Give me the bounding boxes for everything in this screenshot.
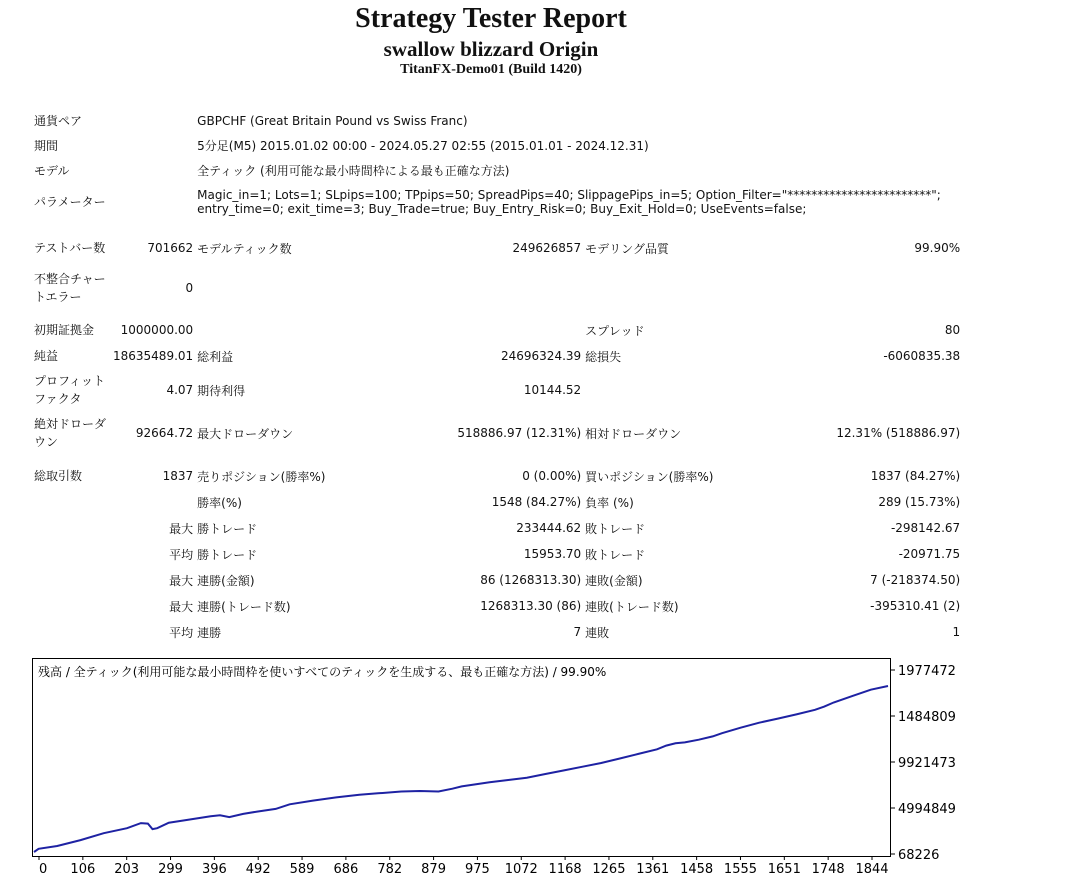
model-value: 全ティック (利用可能な最小時間枠による最も正確な方法) — [197, 164, 510, 178]
y-tick-label: 68226 — [898, 848, 940, 863]
x-tick-label: 1361 — [636, 862, 670, 876]
max-cons-wins-money-label: 連勝(金額) — [197, 573, 255, 588]
period-label: 期間 — [34, 138, 59, 153]
row-parameters — [32, 183, 962, 221]
mismatch-value: 0 — [185, 281, 194, 295]
model-label: モデル — [34, 163, 70, 178]
loss-rate-label: 負率 (%) — [585, 495, 634, 510]
x-tick-label: 1168 — [548, 862, 582, 876]
y-axis — [890, 664, 956, 863]
largest-loss-label: 敗トレード — [585, 521, 646, 536]
avg-cons-wins-value: 7 — [573, 625, 582, 639]
max-cons-word: 最大 — [169, 573, 194, 588]
row-win-rate — [32, 489, 962, 515]
row-mismatch — [32, 267, 962, 309]
ticks-label: モデルティック数 — [197, 241, 292, 256]
largest-word: 最大 — [169, 521, 194, 536]
y-tick-label: 1977472 — [898, 664, 956, 679]
short-positions-value: 0 (0.00%) — [522, 469, 582, 483]
total-trades-value: 1837 — [162, 469, 194, 483]
largest-win-value: 233444.62 — [516, 521, 582, 535]
balance-chart-svg — [32, 658, 1042, 876]
rel-drawdown-label: 相対ドローダウン — [585, 426, 682, 441]
row-max-consecutive-money — [32, 567, 962, 593]
quality-value: 99.90% — [914, 241, 961, 255]
row-average-trades — [32, 541, 962, 567]
x-tick-label: 1844 — [855, 862, 889, 876]
params-line-2: entry_time=0; exit_time=3; Buy_Trade=true; Buy_Entry_Risk=0; Buy_Exit_Hold=0; UseEvents=false; — [197, 202, 807, 216]
row-model — [32, 158, 962, 183]
gross-profit-value: 24696324.39 — [501, 349, 582, 363]
expert-name: swallow blizzard Origin — [383, 37, 599, 61]
total-trades-label: 総取引数 — [34, 469, 83, 483]
avg-cons-losses-value: 1 — [952, 625, 961, 639]
gross-loss-value: -6060835.38 — [883, 349, 961, 363]
params-line-1: Magic_in=1; Lots=1; SLpips=100; TPpips=50; SpreadPips=40; SlippagePips_in=5; Option_Filter="************************"; — [197, 188, 941, 202]
avg-cons-word: 平均 — [169, 625, 194, 640]
mismatch-label: 不整合チャートエラー — [34, 272, 106, 304]
symbol-value: GBPCHF (Great Britain Pound vs Swiss Franc) — [197, 113, 468, 128]
x-tick-label: 879 — [421, 862, 446, 876]
expected-payoff-value: 10144.52 — [523, 383, 582, 397]
avg-cons-wins-label: 連勝 — [197, 625, 222, 640]
row-bars — [32, 229, 962, 267]
x-tick-label: 0 — [39, 862, 48, 876]
x-tick-label: 106 — [70, 862, 96, 876]
deposit-value: 1000000.00 — [120, 323, 194, 337]
largest-win-label: 勝トレード — [197, 521, 258, 536]
x-tick-label: 1072 — [504, 862, 538, 876]
x-tick-label: 1555 — [723, 862, 758, 876]
max-cons-losses-money-value: 7 (-218374.50) — [870, 573, 961, 587]
spread-value: 80 — [944, 323, 961, 337]
row-net-profit — [32, 343, 962, 369]
row-average-consecutive — [32, 619, 962, 645]
avg-win-value: 15953.70 — [523, 547, 582, 561]
bars-label: テストバー数 — [34, 241, 106, 255]
profit-factor-label: プロフィットファクタ — [34, 374, 106, 406]
y-tick-label: 9921473 — [898, 756, 956, 771]
row-max-consecutive-count — [32, 593, 962, 619]
symbol-label: 通貨ペア — [34, 113, 83, 128]
long-positions-label: 買いポジション(勝率%) — [585, 469, 714, 484]
win-rate-value: 1548 (84.27%) — [491, 495, 582, 509]
row-largest-trades — [32, 515, 962, 541]
gross-loss-label: 総損失 — [585, 349, 622, 364]
bars-value: 701662 — [147, 241, 194, 255]
max-cons-loss-label: 連敗(トレード数) — [585, 599, 679, 614]
avg-cons-losses-label: 連敗 — [585, 625, 610, 640]
server-build: TitanFX-Demo01 (Build 1420) — [400, 62, 582, 77]
short-positions-label: 売りポジション(勝率%) — [197, 469, 326, 484]
max-cons-count-word: 最大 — [169, 599, 194, 614]
x-tick-label: 492 — [245, 862, 271, 876]
period-value: 5分足(M5) 2015.01.02 00:00 - 2024.05.27 02:55 (2015.01.01 - 2024.12.31) — [197, 139, 649, 153]
avg-loss-label: 敗トレード — [585, 547, 646, 562]
rel-drawdown-value: 12.31% (518886.97) — [836, 426, 961, 440]
chart-title: 残高 / 全ティック(利用可能な最小時間枠を使いすべてのティックを生成する、最も正確な方法) / 99.90% — [38, 665, 607, 679]
report-header — [0, 0, 982, 78]
max-drawdown-value: 518886.97 (12.31%) — [457, 426, 582, 440]
x-tick-label: 299 — [158, 862, 183, 876]
abs-drawdown-value: 92664.72 — [135, 426, 194, 440]
row-period — [32, 133, 962, 158]
x-tick-label: 203 — [114, 862, 140, 876]
x-tick-label: 396 — [201, 862, 227, 876]
row-symbol — [32, 108, 962, 133]
row-profit-factor — [32, 369, 962, 411]
row-trades — [32, 463, 962, 489]
avg-win-label: 勝トレード — [197, 547, 258, 562]
max-drawdown-label: 最大ドローダウン — [197, 426, 294, 441]
row-deposit — [32, 317, 962, 343]
x-tick-label: 589 — [289, 862, 315, 876]
x-axis — [39, 856, 889, 876]
params-label: パラメーター — [34, 195, 106, 209]
x-tick-label: 975 — [465, 862, 490, 876]
x-tick-label: 782 — [377, 862, 403, 876]
max-cons-profit-value: 1268313.30 (86) — [480, 599, 582, 613]
x-tick-label: 1651 — [767, 862, 801, 876]
max-cons-profit-label: 連勝(トレード数) — [197, 599, 291, 614]
ticks-value: 249626857 — [512, 241, 582, 255]
expected-payoff-label: 期待利得 — [197, 383, 246, 398]
quality-label: モデリング品質 — [585, 241, 669, 256]
balance-chart — [32, 658, 1042, 876]
net-profit-value: 18635489.01 — [113, 349, 194, 363]
x-tick-label: 1458 — [680, 862, 714, 876]
average-word: 平均 — [169, 547, 194, 562]
y-tick-label: 4994849 — [898, 802, 956, 817]
avg-loss-value: -20971.75 — [898, 547, 961, 561]
gross-profit-label: 総利益 — [197, 349, 234, 364]
largest-loss-value: -298142.67 — [890, 521, 961, 535]
row-drawdown — [32, 411, 962, 455]
params-value — [195, 183, 962, 221]
profit-factor-value: 4.07 — [166, 383, 194, 397]
max-cons-losses-money-label: 連敗(金額) — [585, 573, 643, 588]
spread-label: スプレッド — [585, 323, 645, 338]
x-tick-label: 686 — [333, 862, 359, 876]
report-title: Strategy Tester Report — [355, 3, 627, 34]
long-positions-value: 1837 (84.27%) — [870, 469, 961, 483]
x-tick-label: 1748 — [811, 862, 845, 876]
report-table — [32, 108, 962, 645]
max-cons-wins-money-value: 86 (1268313.30) — [480, 573, 582, 587]
loss-rate-value: 289 (15.73%) — [878, 495, 961, 509]
max-cons-loss-value: -395310.41 (2) — [870, 599, 961, 613]
win-rate-label: 勝率(%) — [197, 495, 242, 510]
x-tick-label: 1265 — [592, 862, 626, 876]
net-profit-label: 純益 — [34, 349, 59, 363]
deposit-label: 初期証拠金 — [34, 323, 95, 337]
abs-drawdown-label: 絶対ドローダウン — [34, 417, 107, 449]
y-tick-label: 1484809 — [898, 710, 956, 725]
